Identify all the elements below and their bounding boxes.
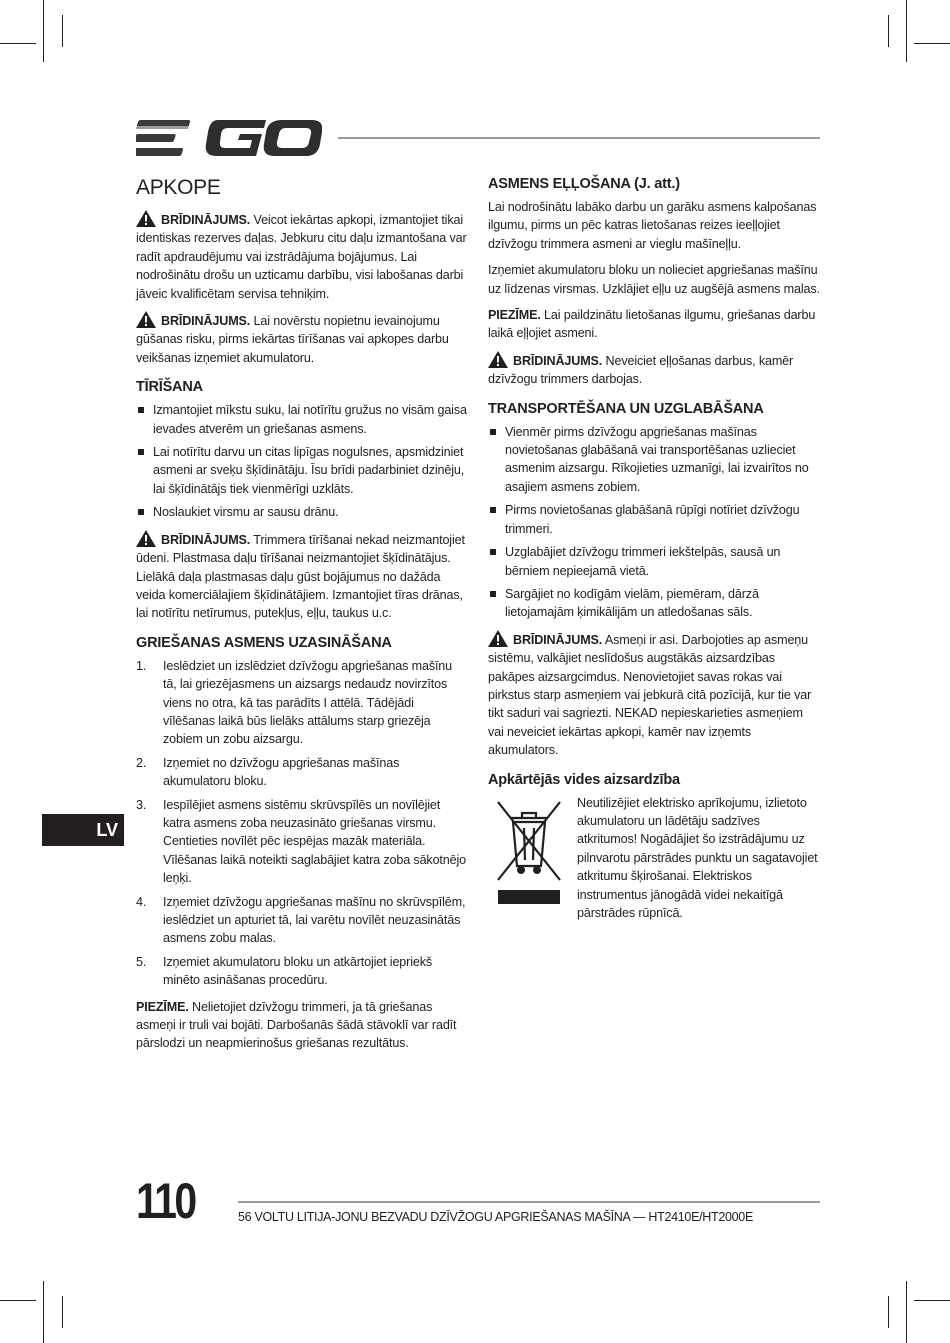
step-text: Izņemiet no dzīvžogu apgriešanas mašīnas akumulatoru bloku. bbox=[163, 755, 400, 789]
step-number: 4. bbox=[136, 894, 147, 909]
section-title-maintenance: APKOPE bbox=[136, 176, 221, 199]
warning-text: Neveiciet eļļošanas darbus, kamēr dzīvžogu trimmers darbojas. bbox=[488, 353, 794, 387]
warning-paragraph bbox=[136, 311, 468, 367]
step-text: Izņemiet dzīvžogu apgriešanas mašīnu no skrūvspīlēm, ieslēdziet un apturiet tā, lai varētu novīlēt neuzasinātās asmens zobu malas. bbox=[163, 894, 466, 946]
warning-label: BRĪDINĀJUMS. bbox=[513, 353, 603, 368]
list-item: Uzglabājiet dzīvžogu trimmeri iekštelpās, sausā un bērniem nepieejamā vietā. bbox=[488, 543, 820, 580]
warning-paragraph bbox=[136, 530, 468, 623]
warning-icon bbox=[488, 630, 508, 647]
crop-mark bbox=[888, 15, 889, 47]
step-number: 3. bbox=[136, 797, 147, 812]
section-title-environment: Apkārtējās vides aizsardzība bbox=[488, 771, 680, 788]
footer-rule bbox=[238, 1201, 820, 1203]
warning-text: Asmeņi ir asi. Darbojoties ap asmeņu sistēmu, valkājiet neslīdošus augstākās aizsardzības pakāpes aizsargcimdus. Nenovietojiet savas rokas vai pirkstus starp asmeņiem vai jebkurā citā pozīcijā, kur tie var tikt saduri vai sagriezti. NEKAD nepieskarieties asmeņiem vai neveiciet iekārtas apkopi, kamēr nav izņemts akumulators. bbox=[488, 632, 812, 758]
warning-label: BRĪDINĀJUMS. bbox=[513, 632, 603, 647]
list-item: Vienmēr pirms dzīvžogu apgriešanas mašīnas novietošanas glabāšanā vai transportēšanas uzlieciet asmenim aizsargu. Rīkojieties uzmanīgi, lai izvairītos no asajiem asmens zobiem. bbox=[488, 423, 820, 497]
step-text: Ieslēdziet un izslēdziet dzīvžogu apgriešanas mašīnu tā, lai griezējasmens un aizsargs nedaudz novirzītos viens no otra, kā tas parādīts I attēlā. Tādējādi vīlēšanas laikā būs lielāks attālums starp griezēja zobiem un zobu aizsargu. bbox=[163, 658, 453, 747]
paragraph: Izņemiet akumulatoru bloku un nolieciet apgriešanas mašīnu uz līdzenas virsmas. Uzklājiet eļļu uz augšējā asmens malas. bbox=[488, 263, 820, 296]
crop-mark bbox=[914, 43, 950, 44]
list-item bbox=[136, 796, 468, 888]
list-item: Pirms novietošanas glabāšanā rūpīgi notīriet dzīvžogu trimmeri. bbox=[488, 501, 820, 538]
cleaning-list bbox=[136, 401, 468, 521]
page-number: 110 bbox=[136, 1173, 195, 1229]
crop-mark bbox=[62, 15, 63, 47]
list-item: Izmantojiet mīkstu suku, lai notīrītu gružus no visām gaisa ievades atverēm un griešanas asmens. bbox=[136, 401, 468, 438]
environment-block bbox=[488, 794, 820, 923]
warning-icon bbox=[136, 311, 156, 328]
step-text: Iespīlējiet asmens sistēmu skrūvspīlēs un novīlējiet katra asmens zoba neuzasināto griešanas virsmu. Centieties novīlēt pēc iespējas mazāk materiāla. Vīlēšanas laikā noteikti saglabājiet katra zoba sākotnējo leņķi. bbox=[163, 797, 466, 886]
footer-title: 56 VOLTU LITIJA-JONU BEZVADU DZĪVŽOGU APGRIEŠANAS MAŠĪNA — HT2410E/HT2000E bbox=[238, 1210, 753, 1224]
step-number: 2. bbox=[136, 755, 147, 770]
warning-label: BRĪDINĀJUMS. bbox=[161, 213, 251, 227]
section-title-transport: TRANSPORTĒŠANA UN UZGLABĀŠANA bbox=[488, 400, 764, 417]
warning-icon bbox=[136, 530, 156, 547]
warning-label: BRĪDINĀJUMS. bbox=[161, 314, 251, 329]
step-number: 1. bbox=[136, 658, 147, 673]
crop-mark bbox=[43, 0, 44, 62]
list-item bbox=[136, 754, 468, 791]
crop-mark bbox=[914, 1300, 950, 1301]
header-rule bbox=[338, 137, 820, 139]
step-number: 5. bbox=[136, 954, 147, 969]
crop-mark bbox=[906, 1281, 907, 1343]
note-text: Lai paildzinātu lietošanas ilgumu, griešanas darbu laikā eļļojiet asmeni. bbox=[488, 308, 816, 341]
sharpening-steps bbox=[136, 657, 468, 990]
paragraph: Lai nodrošinātu labāko darbu un garāku asmens kalpošanas ilgumu, pirms un pēc katras lietošanas reizes ieeļļojiet dzīvžogu trimmera asmeni ar vieglu mašīneļļu. bbox=[488, 200, 817, 251]
environment-text: Neutilizējiet elektrisko aprīkojumu, izlietoto akumulatoru un lādētāju sadzīves atkritumos! Nogādājiet šo izstrādājumu uz pilnvarotu pārstrādes punktu un sagatavojiet atkritumu šķirošanai. Elektriskos instrumentus jānogādā videi nekaitīgā pārstrādes rūpnīcā. bbox=[577, 795, 818, 920]
note-paragraph bbox=[136, 998, 468, 1053]
list-item bbox=[136, 657, 468, 749]
brand-logo bbox=[136, 116, 322, 160]
warning-text: Lai novērstu nopietnu ievainojumu gūšanas risku, pirms iekārtas tīrīšanas vai apkopes darbu veikšanas izņemiet akumulatoru. bbox=[136, 314, 449, 365]
crop-mark bbox=[888, 1296, 889, 1328]
crossed-out-bin-icon bbox=[494, 796, 564, 904]
section-title-lubrication: ASMENS EĻĻOŠANA (J. att.) bbox=[488, 176, 680, 192]
list-item: Noslaukiet virsmu ar sausu drānu. bbox=[136, 503, 468, 521]
warning-icon bbox=[488, 351, 508, 368]
section-title-sharpening: GRIEŠANAS ASMENS UZASINĀŠANA bbox=[136, 634, 392, 651]
note-text: Nelietojiet dzīvžogu trimmeri, ja tā griešanas asmeņi ir truli vai bojāti. Darbošanās šādā stāvoklī var radīt pārslodzi un neapmierinošus griešanas rezultātus. bbox=[136, 999, 457, 1051]
list-item bbox=[136, 893, 468, 948]
step-text: Izņemiet akumulatoru bloku un atkārtojiet iepriekš minēto asināšanas procedūru. bbox=[163, 954, 433, 988]
list-item: Sargājiet no kodīgām vielām, piemēram, dārzā lietojamajām ķimikālijām un atledošanas sāls. bbox=[488, 585, 820, 622]
note-label: PIEZĪME. bbox=[488, 308, 541, 323]
warning-paragraph bbox=[488, 351, 820, 389]
language-tab: LV bbox=[42, 814, 124, 846]
note-paragraph bbox=[488, 306, 820, 343]
left-column bbox=[136, 176, 468, 1061]
crop-mark bbox=[62, 1296, 63, 1328]
warning-label: BRĪDINĀJUMS. bbox=[161, 532, 251, 547]
warning-paragraph bbox=[136, 210, 468, 303]
warning-paragraph bbox=[488, 630, 820, 760]
warning-text: Trimmera tīrīšanai nekad neizmantojiet ūdeni. Plastmasa daļu tīrīšanai neizmantojiet šķīdinātājus. Lielākā daļa plastmasas daļu gūst bojājumus no dažāda veida komerciālajiem šķīdinātājiem. Izmantojiet tīras drānas, lai notīrītu netīrumus, putekļus, eļļu, taukus u.c. bbox=[136, 532, 465, 621]
crop-mark bbox=[906, 0, 907, 62]
note-label: PIEZĪME. bbox=[136, 999, 189, 1014]
crop-mark bbox=[43, 1281, 44, 1343]
crop-mark bbox=[0, 43, 36, 44]
list-item bbox=[136, 953, 468, 990]
right-column bbox=[488, 176, 820, 930]
warning-icon bbox=[136, 210, 156, 227]
section-title-cleaning: TĪRĪŠANA bbox=[136, 379, 203, 396]
transport-list bbox=[488, 423, 820, 622]
list-item: Lai notīrītu darvu un citas lipīgas nogulsnes, apsmidziniet asmeni ar sveķu šķīdinātāju. Īsu brīdi padarbiniet dzinēju, lai šķīdinātājs tiek vienmērīgi uzklāts. bbox=[136, 443, 468, 498]
crop-mark bbox=[0, 1300, 36, 1301]
warning-text: Veicot iekārtas apkopi, izmantojiet tikai identiskas rezerves daļas. Jebkuru citu daļu izmantošana var radīt apdraudējumu vai izstrādājuma bojājumus. Lai nodrošinātu drošu un uzticamu darbību, visi labošanas darbi jāveic kvalificētam servisa tehniķim. bbox=[136, 213, 467, 301]
